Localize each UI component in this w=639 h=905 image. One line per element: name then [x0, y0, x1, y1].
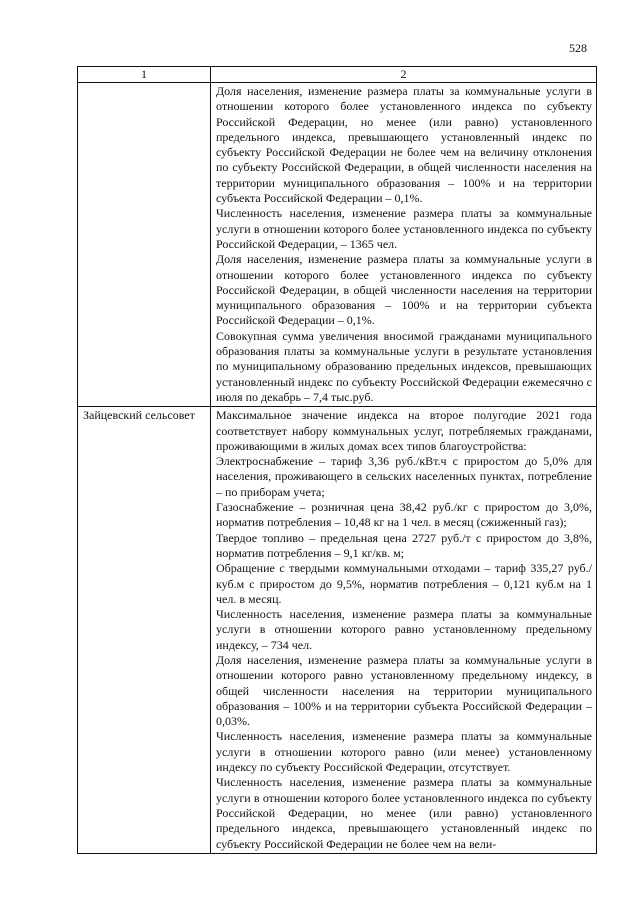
table-row — [78, 407, 597, 854]
paragraph: Численность населения, изменение размера платы за коммунальные услуги в отношении которого равно установленному предельному индексу, – 734 чел. — [216, 607, 592, 652]
page-number: 528 — [569, 41, 587, 55]
paragraph: Твердое топливо – предельная цена 2727 руб./т с приростом до 3,8%, норматив потребления – 9,1 кг/кв. м; — [216, 530, 592, 560]
paragraph: Обращение с твердыми коммунальными отходами – тариф 335,27 руб./куб.м с приростом до 9,5%, норматив потребления – 0,121 куб.м на 1 чел. в месяц. — [216, 561, 592, 606]
column-header-1: 1 — [78, 67, 211, 83]
table-row — [78, 83, 597, 407]
row-content — [211, 83, 597, 407]
row-label — [78, 83, 211, 407]
paragraph: Численность населения, изменение размера платы за коммунальные услуги в отношении которого равно (или менее) установленному индексу по субъекту Российской Федерации, отсутствует. — [216, 729, 592, 775]
row-content — [211, 407, 597, 854]
document-table — [77, 66, 597, 854]
paragraph: Численность населения, изменение размера платы за коммунальные услуги в отношении которого более установленного индекса по субъекту Российской Федерации, но менее (или равно) установленного предельного индекса, превышающего установленный индекс по субъекту Российской Федерации не более чем на вели- — [216, 775, 592, 851]
paragraph: Газоснабжение – розничная цена 38,42 руб./кг с приростом до 3,0%, норматив потребления – 10,48 кг на 1 чел. в месяц (сжиженный газ); — [216, 500, 592, 530]
paragraph: Максимальное значение индекса на второе полугодие 2021 года соответствует набору коммунальных услуг, потребляемых гражданами, проживающими в жилых домах всех типов благоустройства: — [216, 408, 592, 453]
paragraph: Совокупная сумма увеличения вносимой гражданами муниципального образования платы за коммунальные услуги в результате установления по муниципальному образованию предельных индексов, превышающих установленный индекс по субъекту Российской Федерации ежемесячно с июля по декабрь – 7,4 тыс.руб. — [216, 328, 592, 404]
row-label: Зайцевский сельсовет — [78, 407, 211, 854]
paragraph: Электроснабжение – тариф 3,36 руб./кВт.ч с приростом до 5,0% для населения, проживающего в сельских населенных пунктах, потребление – по приборам учета; — [216, 454, 592, 499]
paragraph: Доля населения, изменение размера платы за коммунальные услуги в отношении которого равно установленному предельному индексу, в общей численности населения на территории муниципального образования – 100% и на территории субъекта Российской Федерации – 0,03%. — [216, 652, 592, 729]
paragraph: Доля населения, изменение размера платы за коммунальные услуги в отношении которого более установленного индекса по субъекту Российской Федерации, в общей численности населения на территории муниципального образования – 100% и на территории субъекта Российской Федерации – 0,1%. — [216, 252, 592, 328]
paragraph: Численность населения, изменение размера платы за коммунальные услуги в отношении которого более установленного индекса по субъекту Российской Федерации, – 1365 чел. — [216, 206, 592, 251]
paragraph: Доля населения, изменение размера платы за коммунальные услуги в отношении которого более установленного индекса по субъекту Российской Федерации, но менее (или равно) установленного предельного индекса, превышающего установленный индекс по субъекту Российской Федерации не более чем на величину отклонения по субъекту Российской Федерации, в общей численности населения на территории муниципального образования – 100% и на территории субъекта Российской Федерации – 0,1%. — [216, 84, 592, 206]
table-header-row — [78, 67, 597, 83]
column-header-2: 2 — [211, 67, 597, 83]
